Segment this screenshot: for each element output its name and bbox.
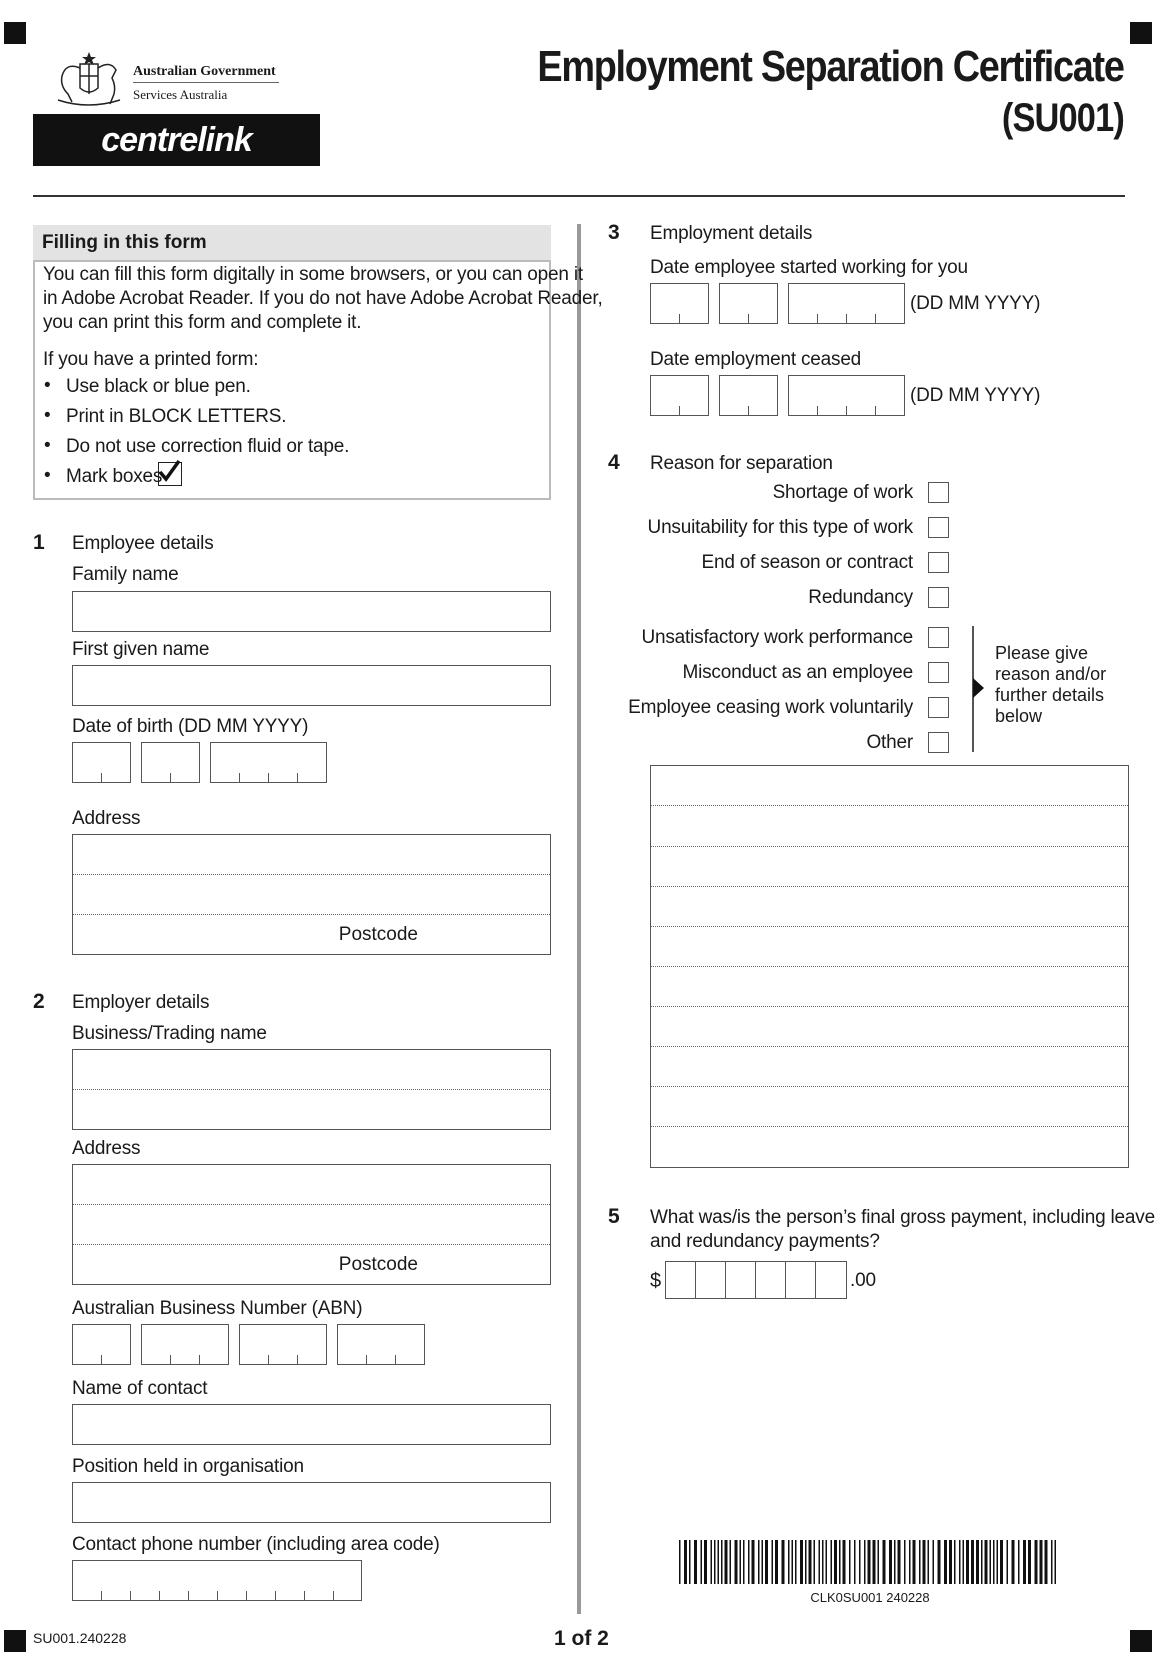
- date-format-hint: (DD MM YYYY): [910, 293, 1041, 314]
- section-number: 5: [608, 1205, 620, 1228]
- header-rule: [33, 195, 1125, 197]
- bullet-item: Do not use correction fluid or tape.: [66, 436, 350, 457]
- barcode-bar: [679, 1540, 681, 1584]
- contact-name-field[interactable]: [72, 1404, 551, 1445]
- section-number: 1: [33, 531, 45, 554]
- barcode-bar: [718, 1540, 720, 1584]
- phone-field[interactable]: [72, 1560, 362, 1601]
- field-label: Date employee started working for you: [650, 257, 968, 278]
- reason-label: Other: [866, 732, 913, 753]
- barcode-bar: [762, 1540, 764, 1584]
- centrelink-logo: [33, 114, 320, 166]
- reason-checkbox-misconduct[interactable]: [928, 662, 949, 683]
- barcode-bar: [743, 1540, 745, 1584]
- brand-text: centrelink: [101, 121, 252, 159]
- gov-name: Australian Government: [133, 64, 276, 79]
- filling-paragraph-line: you can print this form and complete it.: [43, 312, 362, 333]
- barcode-bar: [800, 1540, 803, 1584]
- form-reference: SU001.240228: [33, 1630, 127, 1646]
- barcode-bar: [843, 1540, 846, 1584]
- barcode-bar: [944, 1540, 947, 1584]
- field-label: First given name: [72, 639, 210, 660]
- start-month-field[interactable]: [719, 283, 778, 324]
- barcode-bar: [919, 1540, 921, 1584]
- barcode-bar: [689, 1540, 691, 1584]
- bullet-item: Use black or blue pen.: [66, 376, 251, 397]
- reason-checkbox-unsatisfactory[interactable]: [928, 627, 949, 648]
- barcode-bar: [909, 1540, 911, 1584]
- barcode-bar: [1023, 1540, 1026, 1584]
- barcode-bar: [898, 1540, 901, 1584]
- barcode-bar: [959, 1540, 961, 1584]
- barcode-bar: [864, 1540, 866, 1584]
- barcode-bar: [809, 1540, 812, 1584]
- barcode-bar: [923, 1540, 926, 1584]
- filling-heading: Filling in this form: [42, 232, 207, 253]
- barcode-bar: [795, 1540, 797, 1584]
- cents-suffix: .00: [850, 1270, 876, 1291]
- reason-label: Redundancy: [808, 587, 913, 608]
- reason-label: Unsuitability for this type of work: [647, 517, 913, 538]
- barcode-bar: [1035, 1540, 1038, 1584]
- reason-label: End of season or contract: [701, 552, 913, 573]
- section-number: 3: [608, 221, 620, 244]
- barcode-bar: [849, 1540, 851, 1584]
- details-note-line: reason and/or: [995, 664, 1107, 684]
- barcode-bar: [1028, 1540, 1031, 1584]
- barcode-bar: [775, 1540, 778, 1584]
- barcode-bar: [1040, 1540, 1043, 1584]
- filling-paragraph-line: in Adobe Acrobat Reader. If you do not have Adobe Acrobat Reader,: [43, 288, 603, 309]
- barcode-bar: [805, 1540, 807, 1584]
- barcode-bars: [677, 1540, 1063, 1584]
- column-divider: [577, 224, 581, 1614]
- barcode-bar: [740, 1540, 742, 1584]
- ceased-year-field[interactable]: [788, 375, 905, 416]
- dob-year-field[interactable]: [210, 742, 327, 783]
- question-line: and redundancy payments?: [650, 1231, 880, 1252]
- barcode-bar: [1000, 1540, 1003, 1584]
- reason-checkbox-unsuitability[interactable]: [928, 517, 949, 538]
- registration-mark: [4, 22, 26, 44]
- section-title: Employer details: [72, 992, 210, 1013]
- barcode-bar: [997, 1540, 999, 1584]
- reason-label: Misconduct as an employee: [682, 662, 913, 683]
- registration-mark: [1130, 22, 1152, 44]
- section-number: 2: [33, 990, 45, 1013]
- abn-field[interactable]: [141, 1324, 229, 1365]
- reason-checkbox-end-of-season[interactable]: [928, 552, 949, 573]
- barcode-bar: [971, 1540, 974, 1584]
- bullet-item: Print in BLOCK LETTERS.: [66, 406, 287, 427]
- abn-field[interactable]: [239, 1324, 327, 1365]
- barcode-bar: [993, 1540, 995, 1584]
- barcode-bar: [701, 1540, 703, 1584]
- barcode-bar: [954, 1540, 956, 1584]
- employer-address-field[interactable]: [72, 1164, 551, 1285]
- reason-details-field[interactable]: [650, 765, 1129, 1168]
- field-label: Family name: [72, 564, 179, 585]
- section-title: Employee details: [72, 533, 214, 554]
- page-number: 1 of 2: [554, 1627, 609, 1650]
- postcode-label: Postcode: [338, 924, 418, 945]
- barcode-bar: [963, 1540, 965, 1584]
- bullet-dot: •: [44, 435, 51, 456]
- barcode-bar: [894, 1540, 896, 1584]
- final-payment-field[interactable]: [665, 1261, 847, 1299]
- barcode-bar: [976, 1540, 979, 1584]
- barcode-bar: [1055, 1540, 1057, 1584]
- barcode-bar: [873, 1540, 876, 1584]
- agency-name: Services Australia: [133, 87, 228, 102]
- field-label: Address: [72, 808, 141, 829]
- barcode-bar: [814, 1540, 816, 1584]
- barcode-bar: [782, 1540, 785, 1584]
- field-label: Contact phone number (including area code): [72, 1534, 440, 1555]
- barcode-bar: [1007, 1540, 1009, 1584]
- filling-paragraph-line: You can fill this form digitally in some browsers, or you can open it: [43, 264, 583, 285]
- question-line: What was/is the person’s final gross payment, including leave: [650, 1207, 1155, 1228]
- barcode-bar: [878, 1540, 880, 1584]
- currency-symbol: $: [650, 1270, 661, 1292]
- reason-label: Unsatisfactory work performance: [641, 627, 913, 648]
- printed-intro: If you have a printed form:: [43, 349, 259, 370]
- bullet-dot: •: [44, 375, 51, 396]
- bullet-dot: •: [44, 405, 51, 426]
- barcode-bar: [735, 1540, 738, 1584]
- barcode-bar: [889, 1540, 892, 1584]
- barcode-bar: [990, 1540, 992, 1584]
- filling-header: [33, 225, 551, 260]
- section-title: Reason for separation: [650, 453, 833, 474]
- barcode-bar: [758, 1540, 760, 1584]
- barcode-bar: [904, 1540, 906, 1584]
- barcode-bar: [985, 1540, 988, 1584]
- barcode-bar: [704, 1540, 707, 1584]
- details-note: [995, 643, 1106, 727]
- barcode-bar: [854, 1540, 856, 1584]
- barcode-bar: [949, 1540, 952, 1584]
- dob-month-field[interactable]: [141, 742, 200, 783]
- barcode-bar: [883, 1540, 886, 1584]
- gov-divider: [133, 82, 279, 83]
- barcode-bar: [859, 1540, 861, 1584]
- position-field[interactable]: [72, 1482, 551, 1523]
- ceased-day-field[interactable]: [650, 375, 709, 416]
- barcode-bar: [834, 1540, 837, 1584]
- first-given-name-field[interactable]: [72, 665, 551, 706]
- family-name-field[interactable]: [72, 591, 551, 632]
- details-note-line: below: [995, 706, 1043, 726]
- pointer-arrow-icon: [973, 678, 984, 698]
- barcode-bar: [788, 1540, 790, 1584]
- employee-address-field[interactable]: [72, 834, 551, 955]
- barcode-bar: [913, 1540, 916, 1584]
- reason-label: Employee ceasing work voluntarily: [628, 697, 913, 718]
- reason-checkbox-redundancy[interactable]: [928, 587, 949, 608]
- section-number: 4: [608, 451, 620, 474]
- barcode-bar: [1051, 1540, 1053, 1584]
- registration-mark: [1130, 1630, 1152, 1652]
- barcode-bar: [752, 1540, 755, 1584]
- start-year-field[interactable]: [788, 283, 905, 324]
- barcode-bar: [772, 1540, 774, 1584]
- registration-mark: [4, 1630, 26, 1652]
- details-note-line: further details: [995, 685, 1105, 705]
- crest-icon: [50, 50, 128, 108]
- checkmark-example-icon: [158, 462, 182, 486]
- barcode-bar: [725, 1540, 728, 1584]
- page-title: Employment Separation Certificate: [537, 42, 1124, 91]
- barcode-bar: [1018, 1540, 1020, 1584]
- business-name-field[interactable]: [72, 1049, 551, 1130]
- barcode-bar: [868, 1540, 871, 1584]
- dob-day-field[interactable]: [72, 742, 131, 783]
- barcode-bar: [938, 1540, 941, 1584]
- reason-label: Shortage of work: [772, 482, 913, 503]
- barcode-bar: [694, 1540, 697, 1584]
- reason-checkbox-shortage[interactable]: [928, 482, 949, 503]
- barcode-bar: [730, 1540, 732, 1584]
- form-code: (SU001): [1001, 96, 1124, 140]
- barcode: [677, 1540, 1063, 1584]
- start-day-field[interactable]: [650, 283, 709, 324]
- barcode-text: CLK0SU001 240228: [810, 1590, 930, 1605]
- barcode-bar: [822, 1540, 824, 1584]
- barcode-bar: [748, 1540, 750, 1584]
- field-label: Date of birth (DD MM YYYY): [72, 716, 309, 737]
- barcode-bar: [928, 1540, 930, 1584]
- bullet-item: Mark boxes: [66, 466, 163, 487]
- barcode-bar: [966, 1540, 969, 1584]
- date-format-hint: (DD MM YYYY): [910, 385, 1041, 406]
- barcode-bar: [765, 1540, 768, 1584]
- field-label: Position held in organisation: [72, 1456, 304, 1477]
- field-label: Date employment ceased: [650, 349, 862, 370]
- barcode-bar: [831, 1540, 833, 1584]
- barcode-bar: [684, 1540, 687, 1584]
- field-label: Name of contact: [72, 1378, 208, 1399]
- barcode-bar: [714, 1540, 716, 1584]
- bullet-dot: •: [44, 465, 51, 486]
- barcode-bar: [826, 1540, 828, 1584]
- barcode-bar: [792, 1540, 794, 1584]
- barcode-bar: [1045, 1540, 1048, 1584]
- section-title: Employment details: [650, 223, 813, 244]
- barcode-bar: [721, 1540, 723, 1584]
- abn-field[interactable]: [337, 1324, 425, 1365]
- barcode-bar: [981, 1540, 983, 1584]
- abn-field[interactable]: [72, 1324, 131, 1365]
- barcode-bar: [819, 1540, 821, 1584]
- details-note-line: Please give: [995, 643, 1089, 663]
- field-label: Address: [72, 1138, 141, 1159]
- barcode-bar: [839, 1540, 841, 1584]
- reason-checkbox-voluntary[interactable]: [928, 697, 949, 718]
- field-label: Australian Business Number (ABN): [72, 1298, 363, 1319]
- postcode-label: Postcode: [338, 1254, 418, 1275]
- barcode-bar: [711, 1540, 713, 1584]
- reason-checkbox-other[interactable]: [928, 732, 949, 753]
- ceased-month-field[interactable]: [719, 375, 778, 416]
- barcode-bar: [933, 1540, 935, 1584]
- barcode-bar: [1012, 1540, 1015, 1584]
- field-label: Business/Trading name: [72, 1023, 267, 1044]
